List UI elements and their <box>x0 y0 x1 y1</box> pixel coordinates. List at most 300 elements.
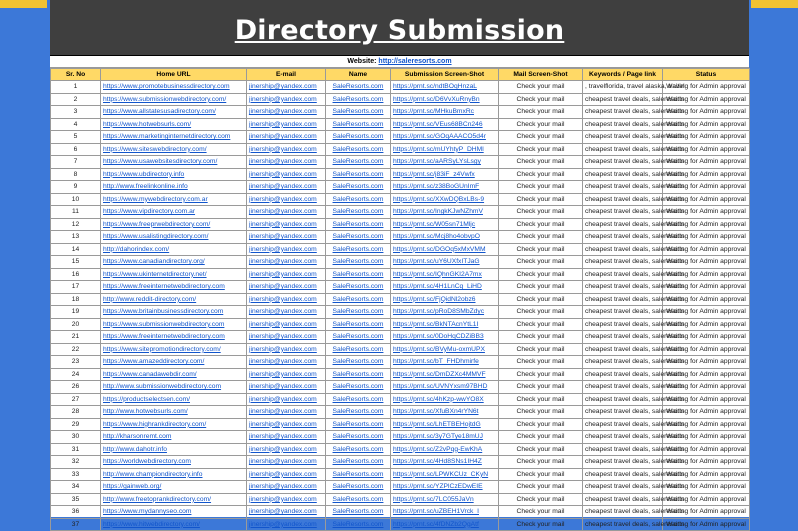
table-row <box>51 118 750 131</box>
keywords-cell: cheapest travel deals, saleresorts <box>583 331 663 344</box>
status-cell: Waiting for Admin approval <box>663 418 750 431</box>
header-mail-shot: Mail Screen-Shot <box>499 69 583 81</box>
home-url-link[interactable]: https://www.sitepromotiondirectory.com/ <box>101 343 247 356</box>
email-link[interactable]: jinership@yandex.com <box>247 243 326 256</box>
mail-shot-cell: Check your mail <box>499 131 583 144</box>
table-row <box>51 343 750 356</box>
website-row <box>50 56 749 68</box>
home-url-link[interactable]: https://www.usalistingdirectory.com/ <box>101 231 247 244</box>
table-row <box>51 293 750 306</box>
status-cell: Waiting for Admin approval <box>663 431 750 444</box>
name-link[interactable]: SaleResorts.com <box>326 356 391 369</box>
keywords-cell: cheapest travel deals, saleresorts <box>583 356 663 369</box>
sr-no-cell: 36 <box>51 506 101 519</box>
keywords-cell: cheapest travel deals, saleresorts <box>583 506 663 519</box>
home-url-link[interactable]: https://www.allstatesusadirectory.com/ <box>101 106 247 119</box>
keywords-cell: , travelflorida, travel alaska, travel <box>583 81 663 94</box>
status-cell: Waiting for Admin approval <box>663 268 750 281</box>
name-link[interactable]: SaleResorts.com <box>326 493 391 506</box>
table-row <box>51 506 750 519</box>
submission-shot-link[interactable]: https://prnt.sc/IngkKJwNZhmV <box>391 206 499 219</box>
submission-shot-link[interactable]: https://prnt.sc/XXwDQBxLBs-9 <box>391 193 499 206</box>
name-link[interactable]: SaleResorts.com <box>326 518 391 531</box>
keywords-cell: cheapest travel deals, saleresorts <box>583 481 663 494</box>
name-link[interactable]: SaleResorts.com <box>326 168 391 181</box>
name-link[interactable]: SaleResorts.com <box>326 106 391 119</box>
table-row <box>51 281 750 294</box>
header-submission-shot: Submission Screen-Shot <box>391 69 499 81</box>
home-url-link[interactable]: https://www.highrankdirectory.com/ <box>101 418 247 431</box>
submission-shot-link[interactable]: https://prnt.sc/BkNTAcnYtL1I <box>391 318 499 331</box>
status-cell: Waiting for Admin approval <box>663 443 750 456</box>
table-row <box>51 418 750 431</box>
home-url-link[interactable]: http://www.freetoprankdirectory.com/ <box>101 493 247 506</box>
name-link[interactable]: SaleResorts.com <box>326 218 391 231</box>
home-url-link[interactable]: https://www.canadawebdir.com/ <box>101 368 247 381</box>
table-row <box>51 231 750 244</box>
email-link[interactable]: jinership@yandex.com <box>247 81 326 94</box>
mail-shot-cell: Check your mail <box>499 456 583 469</box>
home-url-link[interactable]: https://www.usawebsitesdirectory.com/ <box>101 156 247 169</box>
table-row <box>51 456 750 469</box>
sr-no-cell: 26 <box>51 381 101 394</box>
submission-shot-link[interactable]: https://prnt.sc/DmDZXc4MMVF <box>391 368 499 381</box>
name-link[interactable]: SaleResorts.com <box>326 143 391 156</box>
table-row <box>51 431 750 444</box>
name-link[interactable]: SaleResorts.com <box>326 81 391 94</box>
status-cell: Waiting for Admin approval <box>663 206 750 219</box>
submission-shot-link[interactable]: https://prnt.sc/MHkuBmxRc <box>391 106 499 119</box>
status-cell: Waiting for Admin approval <box>663 518 750 531</box>
status-cell: Waiting for Admin approval <box>663 193 750 206</box>
home-url-link[interactable]: https://worldwebdirectory.com <box>101 456 247 469</box>
sr-no-cell: 11 <box>51 206 101 219</box>
name-link[interactable]: SaleResorts.com <box>326 443 391 456</box>
sr-no-cell: 2 <box>51 93 101 106</box>
sr-no-cell: 34 <box>51 481 101 494</box>
status-cell: Waiting for Admin approval <box>663 393 750 406</box>
mail-shot-cell: Check your mail <box>499 143 583 156</box>
home-url-link[interactable]: https://www.freeprwebdirectory.com/ <box>101 218 247 231</box>
mail-shot-cell: Check your mail <box>499 506 583 519</box>
sr-no-cell: 9 <box>51 181 101 194</box>
keywords-cell: cheapest travel deals, saleresorts <box>583 131 663 144</box>
submission-shot-link[interactable]: https://prnt.sc/z38BoGUnImF <box>391 181 499 194</box>
email-link[interactable]: jinership@yandex.com <box>247 393 326 406</box>
table-row <box>51 268 750 281</box>
submission-shot-link[interactable]: https://prnt.sc/4Hd8SNs1IH4Z <box>391 456 499 469</box>
name-link[interactable]: SaleResorts.com <box>326 306 391 319</box>
keywords-cell: cheapest travel deals, saleresorts <box>583 106 663 119</box>
email-link[interactable]: jinership@yandex.com <box>247 468 326 481</box>
keywords-cell: cheapest travel deals, saleresorts <box>583 456 663 469</box>
keywords-cell: cheapest travel deals, saleresorts <box>583 443 663 456</box>
submission-shot-link[interactable]: https://prnt.sc/FjQidNl2obz6 <box>391 293 499 306</box>
table-row <box>51 143 750 156</box>
email-link[interactable]: jinership@yandex.com <box>247 406 326 419</box>
home-url-link[interactable]: https://www.ukinternetdirectory.net/ <box>101 268 247 281</box>
status-cell: Waiting for Admin approval <box>663 81 750 94</box>
status-cell: Waiting for Admin approval <box>663 106 750 119</box>
submission-shot-link[interactable]: https://prnt.sc/7LC055JaVn <box>391 493 499 506</box>
mail-shot-cell: Check your mail <box>499 318 583 331</box>
email-link[interactable]: jinership@yandex.com <box>247 143 326 156</box>
sr-no-cell: 7 <box>51 156 101 169</box>
website-link[interactable]: http://saleresorts.com <box>378 58 452 65</box>
name-link[interactable]: SaleResorts.com <box>326 456 391 469</box>
sr-no-cell: 37 <box>51 518 101 531</box>
submission-shot-link[interactable]: https://prnt.sc/IQhnGKI2A7mx <box>391 268 499 281</box>
home-url-link[interactable]: https://www.vipdirectory.com.ar <box>101 206 247 219</box>
home-url-link[interactable]: https://www.mywebdirectory.com.ar <box>101 193 247 206</box>
submission-shot-link[interactable]: https://prnt.sc/0DoHqCDZiBB3 <box>391 331 499 344</box>
submission-shot-link[interactable]: https://prnt.sc/pRoD8SMbZdyc <box>391 306 499 319</box>
keywords-cell: cheapest travel deals, saleresorts <box>583 318 663 331</box>
header-home-url: Home URL <box>101 69 247 81</box>
home-url-link[interactable]: http://www.hotwebsurls.com/ <box>101 406 247 419</box>
home-url-link[interactable]: https://www.freeinternetwebdirectory.com <box>101 281 247 294</box>
status-cell: Waiting for Admin approval <box>663 368 750 381</box>
keywords-cell: cheapest travel deals, saleresorts <box>583 493 663 506</box>
name-link[interactable]: SaleResorts.com <box>326 281 391 294</box>
email-link[interactable]: jinership@yandex.com <box>247 281 326 294</box>
submission-shot-link[interactable]: https://prnt.sc/YZPlCzEDwEIE <box>391 481 499 494</box>
mail-shot-cell: Check your mail <box>499 406 583 419</box>
submission-shot-link[interactable]: https://prnt.sc/j83iF_z4Vwfx <box>391 168 499 181</box>
home-url-link[interactable]: https://www.ubdirectory.info <box>101 168 247 181</box>
header-status: Status <box>663 69 750 81</box>
status-cell: Waiting for Admin approval <box>663 306 750 319</box>
sr-no-cell: 22 <box>51 343 101 356</box>
status-cell: Waiting for Admin approval <box>663 506 750 519</box>
email-link[interactable]: jinership@yandex.com <box>247 356 326 369</box>
mail-shot-cell: Check your mail <box>499 293 583 306</box>
home-url-link[interactable]: https://www.mydannyseo.com <box>101 506 247 519</box>
table-row <box>51 443 750 456</box>
status-cell: Waiting for Admin approval <box>663 381 750 394</box>
status-cell: Waiting for Admin approval <box>663 168 750 181</box>
keywords-cell: cheapest travel deals, saleresorts <box>583 406 663 419</box>
mail-shot-cell: Check your mail <box>499 431 583 444</box>
sr-no-cell: 32 <box>51 456 101 469</box>
submission-shot-link[interactable]: https://prnt.sc/BVyMu-oxmUPX <box>391 343 499 356</box>
status-cell: Waiting for Admin approval <box>663 118 750 131</box>
mail-shot-cell: Check your mail <box>499 343 583 356</box>
mail-shot-cell: Check your mail <box>499 218 583 231</box>
keywords-cell: cheapest travel deals, saleresorts <box>583 381 663 394</box>
name-link[interactable]: SaleResorts.com <box>326 381 391 394</box>
sr-no-cell: 4 <box>51 118 101 131</box>
submission-shot-link[interactable]: https://prnt.sc/uZBEH1Vrck_I <box>391 506 499 519</box>
name-link[interactable]: SaleResorts.com <box>326 331 391 344</box>
submission-shot-link[interactable]: https://prnt.sc/4hKzp-wwYO8X <box>391 393 499 406</box>
mail-shot-cell: Check your mail <box>499 468 583 481</box>
submission-shot-link[interactable]: https://prnt.sc/DGOq5xMxVMM <box>391 243 499 256</box>
mail-shot-cell: Check your mail <box>499 268 583 281</box>
email-link[interactable]: jinership@yandex.com <box>247 518 326 531</box>
table-row <box>51 468 750 481</box>
email-link[interactable]: jinership@yandex.com <box>247 93 326 106</box>
home-url-link[interactable]: https://www.freeinternetwebdirectory.com <box>101 331 247 344</box>
status-cell: Waiting for Admin approval <box>663 256 750 269</box>
mail-shot-cell: Check your mail <box>499 118 583 131</box>
keywords-cell: cheapest travel deals, saleresorts <box>583 218 663 231</box>
sr-no-cell: 12 <box>51 218 101 231</box>
status-cell: Waiting for Admin approval <box>663 131 750 144</box>
submission-shot-link[interactable]: https://prnt.sc/uY6UXfxITJaG <box>391 256 499 269</box>
email-link[interactable]: jinership@yandex.com <box>247 118 326 131</box>
name-link[interactable]: SaleResorts.com <box>326 318 391 331</box>
sr-no-cell: 8 <box>51 168 101 181</box>
name-link[interactable]: SaleResorts.com <box>326 418 391 431</box>
submission-shot-link[interactable]: https://prnt.sc/bT_FHDhmirfe <box>391 356 499 369</box>
submission-shot-link[interactable]: https://prnt.sc/GOqAAACO5d4r <box>391 131 499 144</box>
email-link[interactable]: jinership@yandex.com <box>247 293 326 306</box>
sr-no-cell: 35 <box>51 493 101 506</box>
name-link[interactable]: SaleResorts.com <box>326 431 391 444</box>
spreadsheet <box>50 0 749 528</box>
home-url-link[interactable]: http://kharsonremt.com <box>101 431 247 444</box>
submission-shot-link[interactable]: https://prnt.sc/4fDNZb2QgAtf <box>391 518 499 531</box>
sr-no-cell: 30 <box>51 431 101 444</box>
email-link[interactable]: jinership@yandex.com <box>247 168 326 181</box>
sr-no-cell: 14 <box>51 243 101 256</box>
status-cell: Waiting for Admin approval <box>663 331 750 344</box>
keywords-cell: cheapest travel deals, saleresorts <box>583 193 663 206</box>
corner-accent-right <box>751 0 798 8</box>
name-link[interactable]: SaleResorts.com <box>326 343 391 356</box>
email-link[interactable]: jinership@yandex.com <box>247 218 326 231</box>
table-row <box>51 518 750 531</box>
sr-no-cell: 10 <box>51 193 101 206</box>
sr-no-cell: 1 <box>51 81 101 94</box>
sr-no-cell: 3 <box>51 106 101 119</box>
submission-shot-link[interactable]: https://prnt.sc/UVNYxsm97BHD <box>391 381 499 394</box>
status-cell: Waiting for Admin approval <box>663 468 750 481</box>
name-link[interactable]: SaleResorts.com <box>326 243 391 256</box>
email-link[interactable]: jinership@yandex.com <box>247 181 326 194</box>
submission-shot-link[interactable]: https://prnt.sc/mUYhtyP_DHMl <box>391 143 499 156</box>
home-url-link[interactable]: http://www.dahotr.info <box>101 443 247 456</box>
submission-shot-link[interactable]: https://prnt.sc/VEus68BCn246 <box>391 118 499 131</box>
home-url-link[interactable]: https://www.hitwebdirectory.com/ <box>101 518 247 531</box>
keywords-cell: cheapest travel deals, saleresorts <box>583 468 663 481</box>
home-url-link[interactable]: http://www.championdirectory.info <box>101 468 247 481</box>
submission-shot-link[interactable]: https://prnt.sc/3y7GTye18mUJ <box>391 431 499 444</box>
home-url-link[interactable]: https://www.submissionwebdirectory.com <box>101 318 247 331</box>
submission-shot-link[interactable]: https://prnt.sc/4H1LnCq_LiHD <box>391 281 499 294</box>
table-row <box>51 93 750 106</box>
keywords-cell: cheapest travel deals, saleresorts <box>583 293 663 306</box>
mail-shot-cell: Check your mail <box>499 106 583 119</box>
home-url-link[interactable]: https://www.britainbusinessdirectory.com <box>101 306 247 319</box>
home-url-link[interactable]: https://productselectsen.com/ <box>101 393 247 406</box>
name-link[interactable]: SaleResorts.com <box>326 181 391 194</box>
name-link[interactable]: SaleResorts.com <box>326 118 391 131</box>
keywords-cell: cheapest travel deals, saleresorts <box>583 268 663 281</box>
name-link[interactable]: SaleResorts.com <box>326 93 391 106</box>
keywords-cell: cheapest travel deals, saleresorts <box>583 281 663 294</box>
email-link[interactable]: jinership@yandex.com <box>247 418 326 431</box>
sr-no-cell: 23 <box>51 356 101 369</box>
home-url-link[interactable]: http://www.reddit-directory.com/ <box>101 293 247 306</box>
email-link[interactable]: jinership@yandex.com <box>247 381 326 394</box>
mail-shot-cell: Check your mail <box>499 81 583 94</box>
email-link[interactable]: jinership@yandex.com <box>247 493 326 506</box>
keywords-cell: cheapest travel deals, saleresorts <box>583 206 663 219</box>
submission-table <box>50 68 750 531</box>
table-row <box>51 493 750 506</box>
status-cell: Waiting for Admin approval <box>663 281 750 294</box>
home-url-link[interactable]: https://www.promotebusinessdirectory.com <box>101 81 247 94</box>
name-link[interactable]: SaleResorts.com <box>326 131 391 144</box>
home-url-link[interactable]: https://gainweb.org/ <box>101 481 247 494</box>
mail-shot-cell: Check your mail <box>499 393 583 406</box>
table-row <box>51 406 750 419</box>
mail-shot-cell: Check your mail <box>499 181 583 194</box>
keywords-cell: cheapest travel deals, saleresorts <box>583 181 663 194</box>
submission-shot-link[interactable]: https://prnt.sc/D6VvXuRnyBn <box>391 93 499 106</box>
keywords-cell: cheapest travel deals, saleresorts <box>583 156 663 169</box>
keywords-cell: cheapest travel deals, saleresorts <box>583 368 663 381</box>
sr-no-cell: 6 <box>51 143 101 156</box>
sr-no-cell: 19 <box>51 306 101 319</box>
email-link[interactable]: jinership@yandex.com <box>247 106 326 119</box>
home-url-link[interactable]: https://www.siteswebdirectory.com/ <box>101 143 247 156</box>
table-row <box>51 243 750 256</box>
name-link[interactable]: SaleResorts.com <box>326 393 391 406</box>
submission-shot-link[interactable]: https://prnt.sc/LhETBEHojtdG <box>391 418 499 431</box>
mail-shot-cell: Check your mail <box>499 93 583 106</box>
table-row <box>51 81 750 94</box>
sr-no-cell: 5 <box>51 131 101 144</box>
home-url-link[interactable]: https://www.hotwebsurls.com/ <box>101 118 247 131</box>
home-url-link[interactable]: https://www.amazeddirectory.com/ <box>101 356 247 369</box>
email-link[interactable]: jinership@yandex.com <box>247 481 326 494</box>
name-link[interactable]: SaleResorts.com <box>326 406 391 419</box>
home-url-link[interactable]: https://www.submissionwebdirectory.com/ <box>101 93 247 106</box>
email-link[interactable]: jinership@yandex.com <box>247 456 326 469</box>
mail-shot-cell: Check your mail <box>499 168 583 181</box>
status-cell: Waiting for Admin approval <box>663 456 750 469</box>
keywords-cell: cheapest travel deals, saleresorts <box>583 256 663 269</box>
submission-shot-link[interactable]: https://prnt.sc/ndtBOqHnzaL <box>391 81 499 94</box>
name-link[interactable]: SaleResorts.com <box>326 293 391 306</box>
header-row <box>51 69 750 81</box>
name-link[interactable]: SaleResorts.com <box>326 156 391 169</box>
mail-shot-cell: Check your mail <box>499 418 583 431</box>
home-url-link[interactable]: http://www.submissionwebdirectory.com <box>101 381 247 394</box>
submission-shot-link[interactable]: https://prnt.sc/Mcj8ho4obvpO <box>391 231 499 244</box>
name-link[interactable]: SaleResorts.com <box>326 231 391 244</box>
status-cell: Waiting for Admin approval <box>663 481 750 494</box>
table-row <box>51 218 750 231</box>
submission-shot-link[interactable]: https://prnt.sc/LPWKCUz_CKyN <box>391 468 499 481</box>
status-cell: Waiting for Admin approval <box>663 293 750 306</box>
status-cell: Waiting for Admin approval <box>663 218 750 231</box>
name-link[interactable]: SaleResorts.com <box>326 506 391 519</box>
submission-shot-link[interactable]: https://prnt.sc/XfuBXn4rYN6t <box>391 406 499 419</box>
name-link[interactable]: SaleResorts.com <box>326 268 391 281</box>
submission-shot-link[interactable]: https://prnt.sc/Z2vPqg-EwKhA <box>391 443 499 456</box>
table-row <box>51 106 750 119</box>
sr-no-cell: 13 <box>51 231 101 244</box>
email-link[interactable]: jinership@yandex.com <box>247 306 326 319</box>
email-link[interactable]: jinership@yandex.com <box>247 368 326 381</box>
submission-shot-link[interactable]: https://prnt.sc/W05sn71Mljc <box>391 218 499 231</box>
name-link[interactable]: SaleResorts.com <box>326 468 391 481</box>
name-link[interactable]: SaleResorts.com <box>326 481 391 494</box>
email-link[interactable]: jinership@yandex.com <box>247 331 326 344</box>
mail-shot-cell: Check your mail <box>499 481 583 494</box>
email-link[interactable]: jinership@yandex.com <box>247 131 326 144</box>
mail-shot-cell: Check your mail <box>499 368 583 381</box>
name-link[interactable]: SaleResorts.com <box>326 368 391 381</box>
home-url-link[interactable]: http://dahorindex.com/ <box>101 243 247 256</box>
home-url-link[interactable]: http://www.freelinkonline.info <box>101 181 247 194</box>
mail-shot-cell: Check your mail <box>499 206 583 219</box>
home-url-link[interactable]: https://www.canadiandirectory.org/ <box>101 256 247 269</box>
table-row <box>51 131 750 144</box>
sr-no-cell: 24 <box>51 368 101 381</box>
email-link[interactable]: jinership@yandex.com <box>247 506 326 519</box>
name-link[interactable]: SaleResorts.com <box>326 256 391 269</box>
email-link[interactable]: jinership@yandex.com <box>247 206 326 219</box>
mail-shot-cell: Check your mail <box>499 281 583 294</box>
keywords-cell: cheapest travel deals, saleresorts <box>583 518 663 531</box>
keywords-cell: cheapest travel deals, saleresorts <box>583 143 663 156</box>
status-cell: Waiting for Admin approval <box>663 343 750 356</box>
email-link[interactable]: jinership@yandex.com <box>247 256 326 269</box>
keywords-cell: cheapest travel deals, saleresorts <box>583 343 663 356</box>
status-cell: Waiting for Admin approval <box>663 143 750 156</box>
header-sr-no: Sr. No <box>51 69 101 81</box>
table-row <box>51 356 750 369</box>
sr-no-cell: 17 <box>51 281 101 294</box>
email-link[interactable]: jinership@yandex.com <box>247 193 326 206</box>
keywords-cell: cheapest travel deals, saleresorts <box>583 93 663 106</box>
status-cell: Waiting for Admin approval <box>663 243 750 256</box>
sr-no-cell: 29 <box>51 418 101 431</box>
keywords-cell: cheapest travel deals, saleresorts <box>583 393 663 406</box>
header-name: Name <box>326 69 391 81</box>
email-link[interactable]: jinership@yandex.com <box>247 231 326 244</box>
table-row <box>51 168 750 181</box>
mail-shot-cell: Check your mail <box>499 193 583 206</box>
keywords-cell: cheapest travel deals, saleresorts <box>583 231 663 244</box>
table-row <box>51 331 750 344</box>
home-url-link[interactable]: https://www.marketinginternetdirectory.com <box>101 131 247 144</box>
mail-shot-cell: Check your mail <box>499 493 583 506</box>
email-link[interactable]: jinership@yandex.com <box>247 431 326 444</box>
email-link[interactable]: jinership@yandex.com <box>247 268 326 281</box>
header-email: E-mail <box>247 69 326 81</box>
sr-no-cell: 21 <box>51 331 101 344</box>
keywords-cell: cheapest travel deals, saleresorts <box>583 306 663 319</box>
email-link[interactable]: jinership@yandex.com <box>247 343 326 356</box>
email-link[interactable]: jinership@yandex.com <box>247 443 326 456</box>
status-cell: Waiting for Admin approval <box>663 231 750 244</box>
status-cell: Waiting for Admin approval <box>663 93 750 106</box>
name-link[interactable]: SaleResorts.com <box>326 193 391 206</box>
table-row <box>51 481 750 494</box>
sr-no-cell: 27 <box>51 393 101 406</box>
submission-shot-link[interactable]: https://prnt.sc/aARSyLYsLsgy <box>391 156 499 169</box>
title-banner <box>50 0 749 56</box>
email-link[interactable]: jinership@yandex.com <box>247 156 326 169</box>
email-link[interactable]: jinership@yandex.com <box>247 318 326 331</box>
name-link[interactable]: SaleResorts.com <box>326 206 391 219</box>
